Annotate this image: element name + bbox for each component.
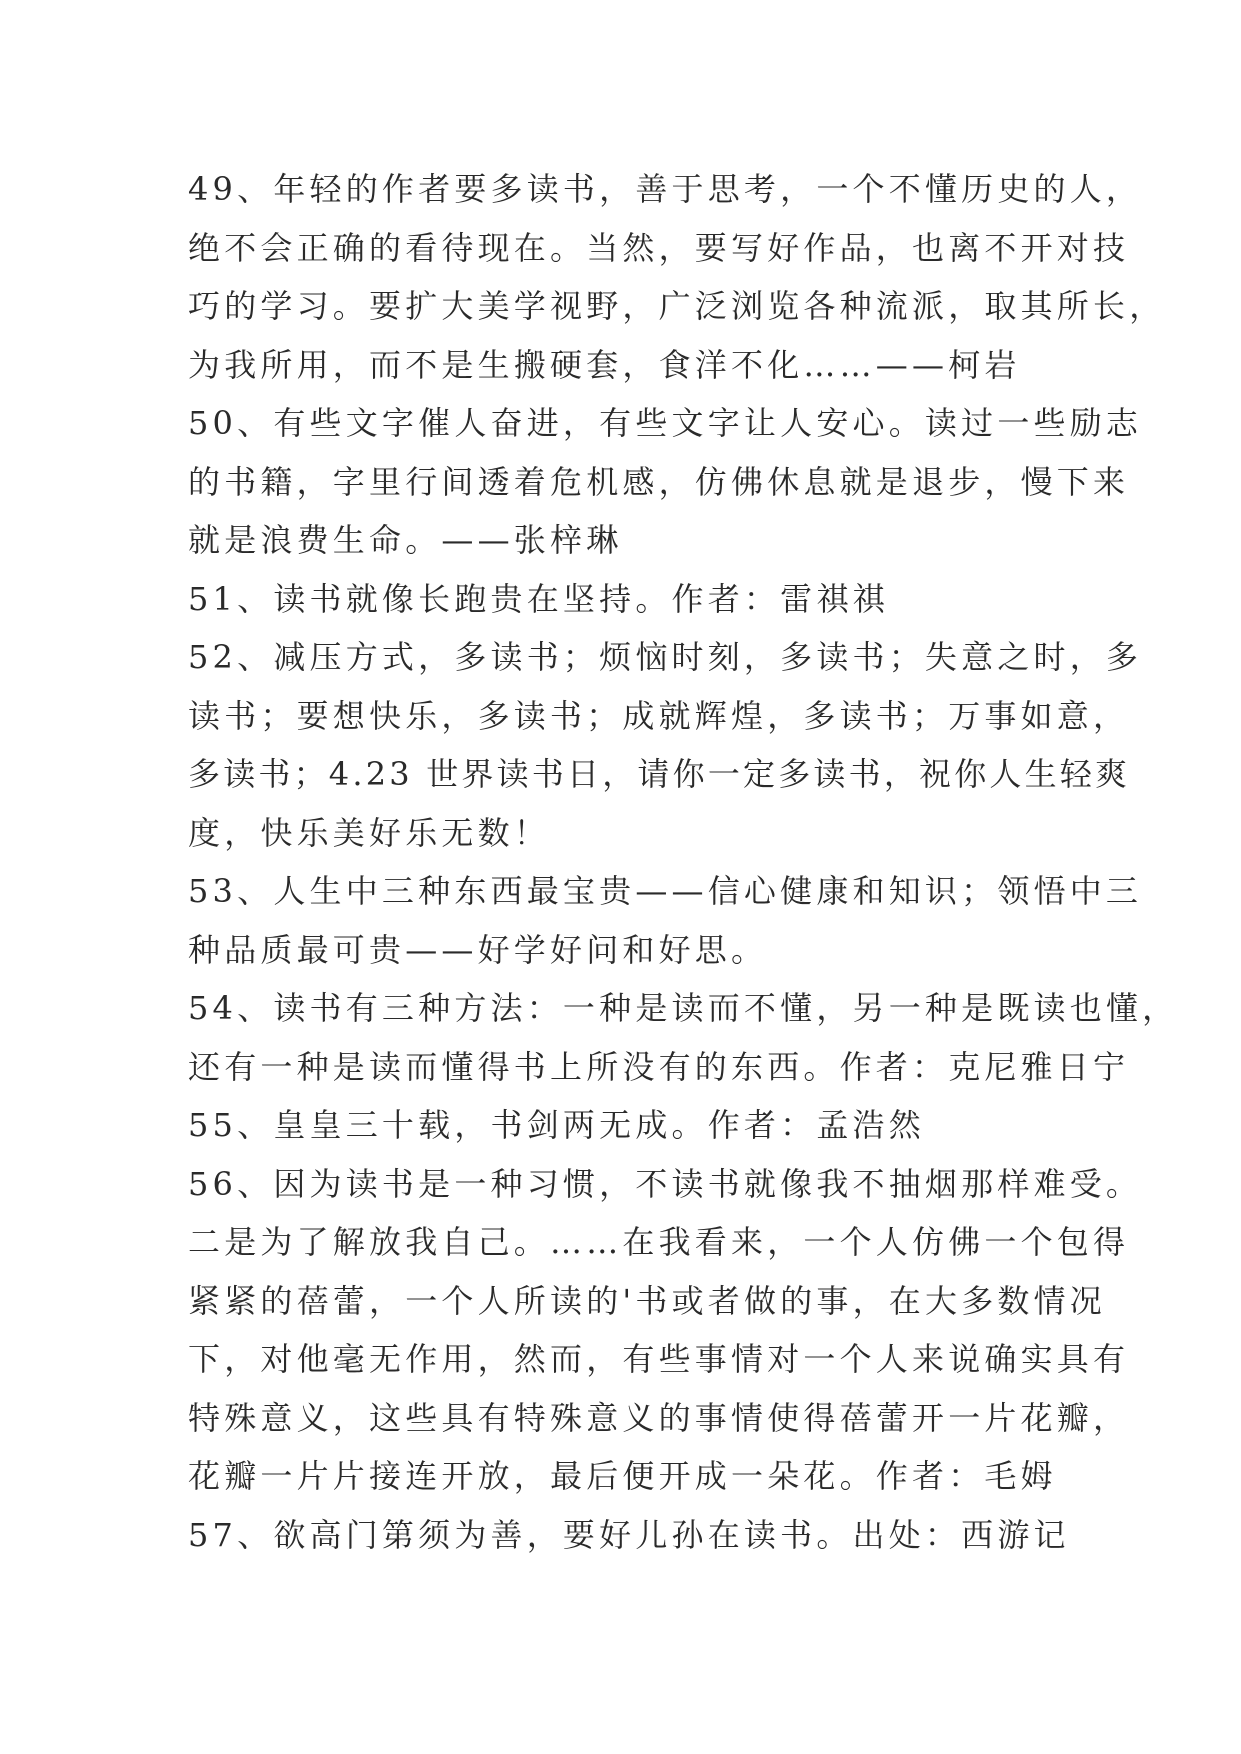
text-line-21: 下，对他毫无作用，然而，有些事情对一个人来说确实具有: [188, 1340, 1130, 1378]
text-line-6: 的书籍，字里行间透着危机感，仿佛休息就是退步，慢下来: [188, 462, 1130, 501]
text-line-3: 巧的学习。要扩大美学视野，广泛浏览各种流派，取其所长，: [188, 287, 1166, 325]
text-line-2: 绝不会正确的看待现在。当然，要写好作品，也离不开对技: [188, 228, 1130, 267]
text-line-22: 特殊意义，这些具有特殊意义的事情使得蓓蕾开一片花瓣，: [188, 1398, 1130, 1437]
text-line-16: 还有一种是读而懂得书上所没有的东西。作者：克尼雅日宁: [188, 1047, 1130, 1086]
text-line-7: 就是浪费生命。——张梓琳: [188, 521, 623, 559]
text-line-1: 49、年轻的作者要多读书，善于思考，一个不懂历史的人，: [188, 170, 1143, 208]
text-line-12: 度，快乐美好乐无数！: [188, 813, 551, 852]
text-line-23: 花瓣一片片接连开放，最后便开成一朵花。作者：毛姆: [188, 1457, 1057, 1495]
text-line-9: 52、减压方式，多读书；烦恼时刻，多读书；失意之时，多: [188, 638, 1143, 676]
text-line-14: 种品质最可贵——好学好问和好思。: [188, 930, 768, 969]
text-line-5: 50、有些文字催人奋进，有些文字让人安心。读过一些励志: [188, 404, 1143, 442]
text-line-4: 为我所用，而不是生搬硬套，食洋不化……——柯岩: [188, 345, 1021, 384]
text-line-8: 51、读书就像长跑贵在坚持。作者：雷祺祺: [188, 579, 889, 618]
text-line-19: 二是为了解放我自己。……在我看来，一个人仿佛一个包得: [188, 1223, 1130, 1261]
text-line-11: 多读书；4.23 世界读书日，请你一定多读书，祝你人生轻爽: [188, 755, 1131, 793]
text-line-20: 紧紧的蓓蕾，一个人所读的'书或者做的事，在大多数情况: [188, 1281, 1106, 1320]
text-line-15: 54、读书有三种方法：一种是读而不懂，另一种是既读也懂，: [188, 989, 1179, 1027]
text-line-13: 53、人生中三种东西最宝贵——信心健康和知识；领悟中三: [188, 872, 1143, 910]
text-line-17: 55、皇皇三十载，书剑两无成。作者：孟浩然: [188, 1106, 925, 1144]
text-line-10: 读书；要想快乐，多读书；成就辉煌，多读书；万事如意，: [188, 696, 1130, 735]
document-body: [188, 160, 1179, 1564]
text-line-18: 56、因为读书是一种习惯，不读书就像我不抽烟那样难受。: [188, 1164, 1143, 1203]
text-line-24: 57、欲高门第须为善，要好儿孙在读书。出处：西游记: [188, 1515, 1070, 1554]
